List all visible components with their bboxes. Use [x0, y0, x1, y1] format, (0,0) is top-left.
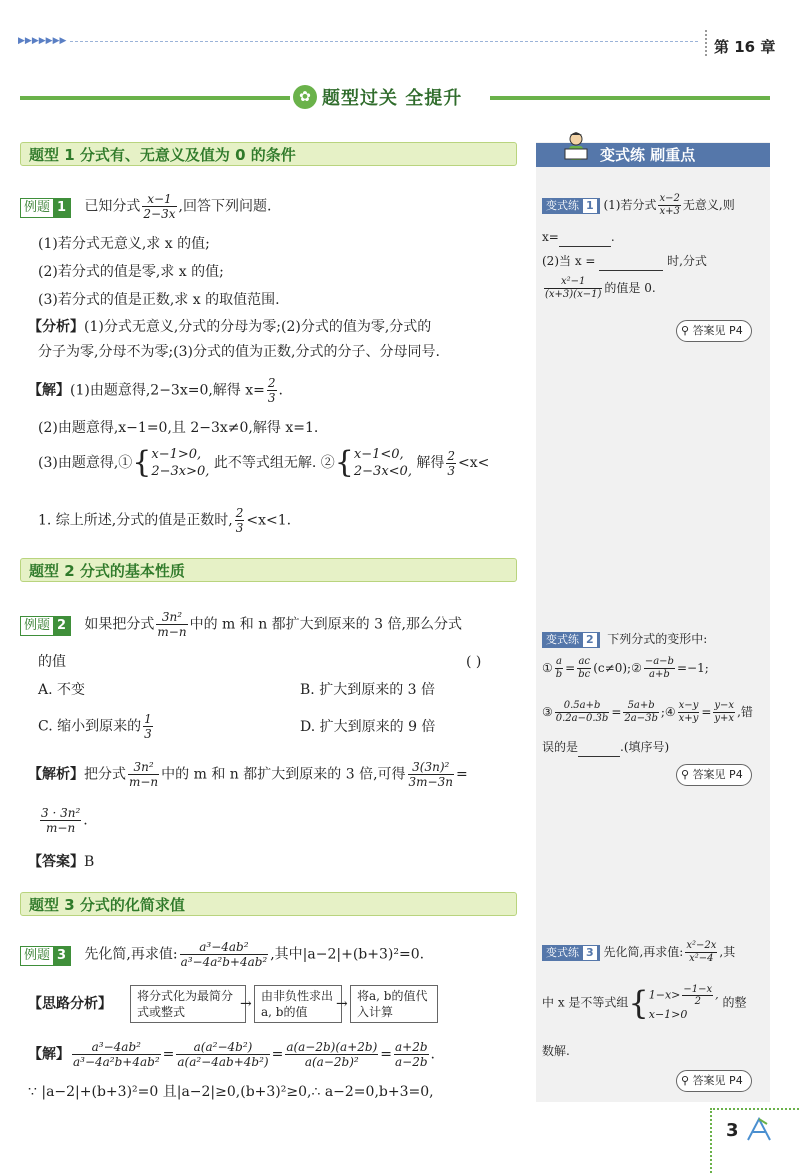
practice-header: 变式练 刷重点 — [536, 143, 770, 167]
example-1-analysis-line2: 分子为零,分母不为零;(3)分式的值为正数,分式的分子、分母同号. — [38, 344, 440, 360]
example-3-question: 例题 3 先化简,再求值: $\frac{\text{a³−4ab²}}{\text{a³−4a²b+4ab²}}$ ,其中|a−2|+(b+3)²=0. — [20, 940, 424, 969]
think-step-3: 将a, b的值代入计算 — [350, 985, 438, 1023]
banner-line-right — [490, 96, 770, 100]
example-2-answer: 【答案】B — [28, 854, 95, 870]
example-1-question: 例题 1 已知分式 $\frac{x-1}{2-3x}$ ,回答下列问题. — [20, 192, 271, 221]
chapter-label: 第 16 章 — [714, 38, 776, 56]
option-c: C. 缩小到原来的 $\frac{1}{3}$ — [38, 712, 152, 741]
practice-3-line1: 变式练 3 先化简,再求值: $\frac{\text{x²−2x}}{\text{x²−4}}$ ,其 — [542, 940, 735, 965]
practice-tag: 变式练 3 — [542, 945, 600, 961]
practice-1-line4: $\frac{\text{x²−1}}{(x+3)(x-1)}$ 的值是 0. — [545, 276, 656, 300]
practice-3-line3: 数解. — [542, 1044, 570, 1058]
search-answer-icon: ⚲ — [681, 1074, 690, 1087]
practice-2-last: 误的是 .(填序号) — [542, 738, 669, 757]
think-step-1: 将分式化为最简分式或整式 — [130, 985, 246, 1023]
answer-paren: ( ) — [466, 654, 482, 670]
example-1-q2: (2)若分式的值是零,求 x 的值; — [38, 264, 224, 280]
example-2-question-line2: 的值 — [38, 654, 66, 670]
arrow-icon: → — [240, 996, 252, 1012]
example-2-question: 例题 2 如果把分式 $\frac{\text{3n²}}{m-n}$ 中的 m 和 n 都扩大到原来的 3 倍,那么分式 — [20, 610, 462, 639]
example-2-analysis-line2: $\frac{\text{3 · 3n²}}{m-n}$ . — [41, 806, 88, 835]
practice-1-line3: (2)当 x = 时,分式 — [542, 252, 707, 271]
example-tag: 例题 3 — [20, 946, 71, 966]
page-number: 3 — [726, 1120, 739, 1141]
example-3-solution-line2: ∵ |a−2|+(b+3)²=0 且|a−2|≥0,(b+3)²≥0,∴ a−2=0,b+3=0, — [28, 1084, 434, 1100]
example-1-solution-3: (3)由题意得,①{ x−1>0, 2−3x>0, 此不等式组无解. ②{ x−1<0, 2−3x<0, 解得 $\frac{2}{3}$ <x< — [38, 445, 490, 480]
answer-ref-2[interactable]: ⚲ 答案见 P4 — [676, 764, 752, 786]
example-2-analysis: 【解析】把分式 $\frac{\text{3n²}}{m-n}$ 中的 m 和 n 都扩大到原来的 3 倍,可得 $\frac{\text{3(3n)²}}{3m-3n}$ = — [28, 760, 468, 789]
practice-3-line2: 中 x 是不等式组{ 1−x> $\frac{-1-x}{2}$ , x−1>0 的整 — [542, 984, 747, 1022]
practice-1-line2: x= . — [542, 228, 615, 247]
search-answer-icon: ⚲ — [681, 324, 690, 337]
example-1-solution-2: (2)由题意得,x−1=0,且 2−3x≠0,解得 x=1. — [38, 420, 319, 436]
practice-tag: 变式练 1 — [542, 198, 600, 214]
practice-tag: 变式练 2 — [542, 632, 600, 648]
practice-1-line1: 变式练 1 (1)若分式 $\frac{x-2}{x+3}$ 无意义,则 — [542, 193, 735, 218]
student-icon — [560, 131, 592, 167]
think-step-2: 由非负性求出a, b的值 — [254, 985, 342, 1023]
think-label: 【思路分析】 — [28, 996, 112, 1012]
logo-a-icon — [745, 1116, 773, 1142]
arrow-icon: → — [336, 996, 348, 1012]
example-1-solution-4: 1. 综上所述,分式的值是正数时, $\frac{2}{3}$ <x<1. — [38, 506, 292, 535]
option-b: B. 扩大到原来的 3 倍 — [300, 682, 435, 698]
example-tag: 例题 1 — [20, 198, 71, 218]
book-icon: ✿ — [293, 85, 317, 109]
option-a: A. 不变 — [38, 682, 86, 698]
practice-2-items-1: ① $\frac{a}{b}$ = $\frac{ac}{bc}$ (c≠0);② $\frac{-a-b}{a+b}$ =−1; — [542, 656, 709, 680]
header-divider — [70, 41, 698, 42]
play-arrow-icon: ▶▶▶▶▶▶▶ — [18, 36, 67, 46]
search-answer-icon: ⚲ — [681, 768, 690, 781]
example-3-solution: 【解】 $\frac{\text{a³−4ab²}}{\text{a³−4a²b+4ab²}}$ = $\frac{\text{a(a²−4b²)}}{\text{a(a²−4ab+4b²)}}$ = $\frac{a(a-2b)(a+2b)}{\text{a(a−2b)²}}$ = $\frac{a+2b}{a-2b}$ . — [28, 1040, 435, 1069]
example-1-q1: (1)若分式无意义,求 x 的值; — [38, 236, 210, 252]
answer-ref-1[interactable]: ⚲ 答案见 P4 — [676, 320, 752, 342]
topic-1-heading: 题型 1 分式有、无意义及值为 0 的条件 — [20, 142, 517, 166]
option-d: D. 扩大到原来的 9 倍 — [300, 719, 436, 735]
topic-2-heading: 题型 2 分式的基本性质 — [20, 558, 517, 582]
topic-3-heading: 题型 3 分式的化简求值 — [20, 892, 517, 916]
example-1-solution-1: 【解】(1)由题意得,2−3x=0,解得 x= $\frac{2}{3}$ . — [28, 376, 283, 405]
example-tag: 例题 2 — [20, 616, 71, 636]
section-title: 题型过关 全提升 — [322, 88, 463, 109]
practice-2-line1: 变式练 2 下列分式的变形中: — [542, 630, 707, 648]
practice-2-items-2: ③ $\frac{0.5a+b}{0.2a-0.3b}$ = $\frac{5a+b}{2a-3b}$ ;④ $\frac{x-y}{x+y}$ = $\frac{y-x}{y+x}$ ,错 — [542, 700, 753, 724]
answer-ref-3[interactable]: ⚲ 答案见 P4 — [676, 1070, 752, 1092]
example-1-analysis: 【分析】(1)分式无意义,分式的分母为零;(2)分式的值为零,分式的 — [28, 319, 432, 335]
banner-line-left — [20, 96, 290, 100]
example-1-q3: (3)若分式的值是正数,求 x 的取值范围. — [38, 292, 280, 308]
